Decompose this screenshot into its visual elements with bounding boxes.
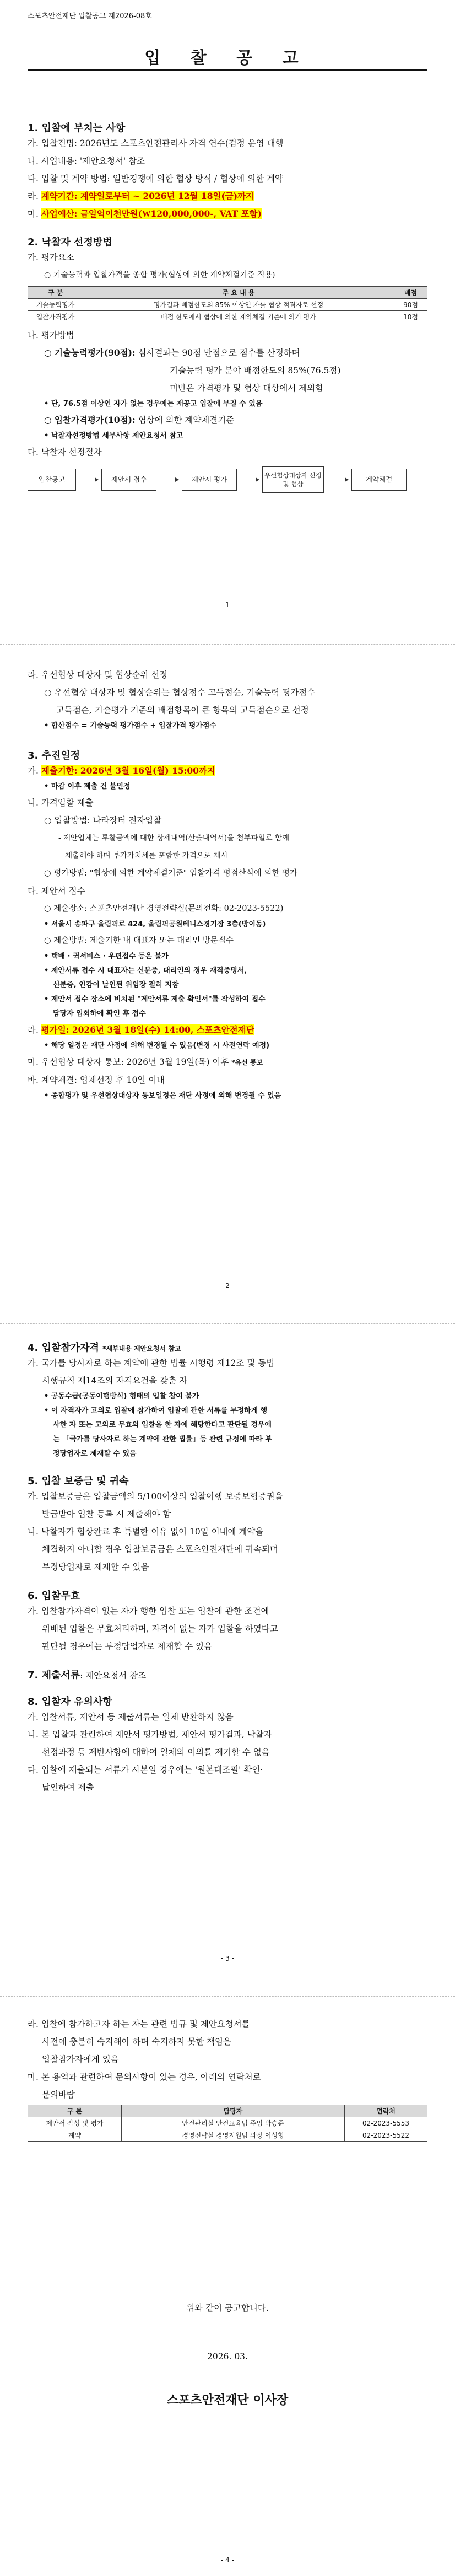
section-5-heading: 5. 입찰 보증금 및 귀속 [28,1475,129,1487]
section-7-heading [28,1667,427,1682]
disqualification-note-1: • 이 자격자가 고의로 입찰에 참가하여 입찰에 관한 서류를 부정하게 행 [44,1407,268,1415]
s5-item-ga-1: 가. 입찰보증금은 입찰금액의 5/100이상의 입찰이행 보증보험증권을 [28,1491,283,1501]
contact-th-person: 담당자 [122,2105,345,2117]
tech-eval-desc-2: 기술능력 평가 분야 배점한도의 85%(76.5점) [170,366,341,375]
eval-th-category: 구 분 [28,287,83,299]
tech-eval-label: ○ 기술능력평가(90점): [44,347,136,358]
s8-item-ra-3: 입찰참가자에게 있음 [42,2054,119,2064]
page-divider [0,1323,455,1324]
s3-item-ra [28,1021,427,1039]
flow-step-1: 입찰공고 [28,469,76,491]
s5-item-na-1: 나. 낙찰자가 협상완료 후 특별한 이유 없이 10일 이내에 계약을 [28,1527,264,1537]
eval-cell: 기술능력평가 [28,299,83,311]
eval-th-content: 주 요 내 용 [83,287,394,299]
table-row [28,299,427,311]
contact-cell: 02-2023-5553 [345,2117,427,2129]
s7-heading-detail: : 제안요청서 참조 [80,1671,147,1681]
eval-cell: 90점 [394,299,427,311]
tech-eval-desc-3: 미만은 가격평가 및 협상 대상에서 제외함 [170,383,324,393]
contact-table [28,2105,427,2142]
section-6-heading: 6. 입찰무효 [28,1590,80,1602]
s6-item-ga-3: 판단될 경우에는 부정당업자로 제재할 수 있음 [42,1641,213,1651]
closing-date: 2026. 03. [207,2352,248,2362]
tech-eval-desc-1: 심사결과는 90점 만점으로 점수를 산정하며 [138,348,300,358]
price-eval-line [28,411,427,429]
s1-item-ga: 가. 입찰건명: 2026년도 스포츠안전관리사 자격 연수(검정 운영 대행 [28,138,284,148]
s6-item-ga-2: 위배된 입찰은 무효처리하며, 자격이 없는 자가 입찰을 하였다고 [42,1624,278,1634]
page-1 [28,10,427,20]
s6-item-ga-1: 가. 입찰참가자격이 없는 자가 행한 입찰 또는 입찰에 관한 조건에 [28,1606,269,1616]
s5-item-ga-2: 발급받아 입찰 등록 시 제출해야 함 [42,1509,171,1519]
s4-item-ga-1: 가. 국가를 당사자로 하는 계약에 관한 법률 시행령 제12조 및 동법 [28,1358,275,1368]
table-row [28,311,427,323]
submission-note-3: 신분증, 인감이 날인된 위임장 필히 지참 [53,981,179,989]
s8-item-ma-2: 문의바람 [42,2090,75,2100]
table-row [28,2129,427,2142]
s1-item-ra [28,187,427,205]
evaluation-date: 평가일: 2026년 3월 18일(수) 14:00, 스포츠안전재단 [41,1024,254,1035]
s8-item-ga: 가. 입찰서류, 제안서 등 제출서류는 일체 반환하지 않음 [28,1712,234,1722]
address-note: • 서울시 송파구 올림픽로 424, 올림픽공원테니스경기장 3층(방이동) [44,920,266,929]
s3-item-ga [28,762,427,780]
section-2 [28,234,427,497]
eval-cell: 입찰가격평가 [28,311,83,323]
s7-heading-text: 7. 제출서류 [28,1670,80,1681]
disqualification-note-2: 사한 자 또는 고의로 무효의 입찰을 한 자에 해당한다고 판단될 경우에 [53,1421,272,1429]
page-title: 입 찰 공 고 [144,49,311,68]
s3-item-ma [28,1053,427,1071]
s1-item-na: 나. 사업내용: '제안요청서' 참조 [28,156,145,166]
deadline-note: • 마감 이후 제출 건 불인정 [44,782,131,791]
eval-th-score: 배점 [394,287,427,299]
disqualification-note-3: 는 「국가를 당사자로 하는 계약에 관한 법률」등 관련 규정에 따라 부 [53,1435,272,1443]
notification-date: 마. 우선협상 대상자 통보: 2026년 3월 19일(목) 이후 [28,1057,232,1067]
eval-cell: 평가결과 배점한도의 85% 이상인 자를 협상 적격자로 선정 [83,299,394,311]
closing-date-block [28,2348,427,2365]
section-3-heading: 3. 추진일정 [28,750,80,761]
price-eval-label: ○ 입찰가격평가(10점): [44,415,136,425]
submission-note-5: 담당자 입회하에 확인 후 접수 [53,1010,146,1018]
contract-note: • 종합평가 및 우선협상대상자 통보일정은 재단 사정에 의해 변경될 수 있음 [44,1092,281,1100]
submission-note-4: • 제안서 접수 장소에 비치된 "제안서류 제출 확인서"를 작성하여 접수 [44,995,266,1003]
eval-cell: 10점 [394,311,427,323]
s2-item-da: 다. 낙찰자 선정절차 [28,447,102,457]
signature: 스포츠안전재단 이사장 [166,2393,289,2407]
evaluation-table [28,286,427,323]
s8-item-na-2: 선정과정 등 제반사항에 대하여 일체의 이의를 제기할 수 없음 [42,1747,270,1757]
page-4 [28,2015,427,2142]
s3-ra-prefix: 라. [28,1025,41,1035]
s5-item-na-2: 체결하지 아니할 경우 입찰보증금은 스포츠안전재단에 귀속되며 [42,1544,278,1554]
contact-cell: 안전관리실 안전교육팀 주임 박승준 [122,2117,345,2129]
title-underline [28,69,427,71]
page-divider [0,644,455,645]
s1-ra-prefix: 라. [28,191,41,201]
s2-ga-detail: ○ 기술능력과 입찰가격을 종합 평가(협상에 의한 계약체결기준 적용) [44,271,275,280]
bid-method-detail-2: 제출해야 하며 부가가치세를 포함한 가격으로 제시 [65,851,228,860]
page-number-2: - 2 - [221,1282,234,1290]
flow-step-5: 계약체결 [351,469,407,491]
s4-item-ga-2: 시행규칙 제14조의 자격요건을 갖춘 자 [42,1376,188,1386]
closing [28,2299,427,2317]
contact-cell: 계약 [28,2129,122,2142]
submission-location: ○ 제출장소: 스포츠안전재단 경영전략실(문의전화: 02-2023-5522) [44,904,284,913]
section-2-heading: 2. 낙찰자 선정방법 [28,237,112,248]
s1-item-da: 다. 입찰 및 계약 방법: 일반경쟁에 의한 협상 방식 / 협상에 의한 계약 [28,174,283,184]
s4-heading-text: 4. 입찰참가자격 [28,1342,99,1354]
tech-eval-note: • 단, 76.5점 이상인 자가 없는 경우에는 재공고 입찰에 부칠 수 있음 [44,400,263,408]
s8-item-da-1: 다. 입찰에 제출되는 서류가 사본일 경우에는 '원본대조필' 확인· [28,1765,263,1775]
project-budget: 사업예산: 금일억이천만원(₩120,000,000-, VAT 포함) [41,208,262,219]
page-divider [0,1996,455,1997]
s2-item-ga: 가. 평가요소 [28,253,74,262]
contact-cell: 경영전략실 경영지원팀 과장 이성형 [122,2129,345,2142]
flow-step-2: 제안서 접수 [101,469,156,491]
bid-method: ○ 입찰방법: 나라장터 전자입찰 [44,815,162,825]
page-2 [28,666,427,1103]
s8-item-na-1: 나. 본 입찰과 관련하여 제안서 평가방법, 제안서 평가결과, 낙찰자 [28,1730,272,1740]
s8-item-ra-2: 사전에 충분히 숙지해야 하며 숙지하지 못한 책임은 [42,2037,231,2047]
submission-note-1: • 택배 · 퀵서비스 · 우편접수 등은 불가 [44,952,169,960]
submission-note-2: • 제안서류 접수 시 대표자는 신분증, 대리인의 경우 재직증명서, [44,967,247,975]
signature-block [28,2391,427,2408]
flow-step-4: 우선협상대상자 선정 및 협상 [262,466,324,493]
flow-step-3: 제안서 평가 [182,469,237,491]
s8-item-da-2: 날인하여 제출 [42,1783,94,1793]
contract-period: 계약기간: 계약일로부터 ~ 2026년 12월 18일(금)까지 [41,191,254,201]
evaluation-date-note: • 해당 일정은 재단 사정에 의해 변경될 수 있음(변경 시 사전연락 예정) [44,1042,270,1050]
s1-item-ma [28,205,427,223]
closing-text: 위와 같이 공고합니다. [186,2303,269,2313]
page-number-1: - 1 - [221,601,234,609]
table-row [28,2117,427,2129]
contact-th-phone: 연락처 [345,2105,427,2117]
section-1 [28,120,427,223]
price-eval-method: ○ 평가방법: "협상에 의한 계약체결기준" 입찰가격 평점산식에 의한 평가 [44,869,297,878]
contact-cell: 02-2023-5522 [345,2129,427,2142]
joint-bid-note: • 공동수급(공동이행방식) 형태의 입찰 참여 불가 [44,1392,199,1400]
notice-header: 스포츠안전재단 입찰공고 제2026-08호 [28,12,152,20]
title-block [28,44,427,72]
s2-item-na: 나. 평가방법 [28,330,74,340]
s3-item-da: 다. 제안서 접수 [28,886,85,896]
ranking-desc-2: 고득점순, 기술평가 기준의 배점항목이 큰 항목의 고득점순으로 선정 [56,705,309,715]
price-eval-desc: 협상에 의한 계약체결기준 [138,415,235,425]
price-eval-note: • 낙찰자선정방법 세부사항 제안요청서 참고 [44,432,183,440]
ranking-desc-1: ○ 우선협상 대상자 및 협상순위는 협상점수 고득점순, 기술능력 평가점수 [44,688,316,697]
s3-item-na: 나. 가격입찰 제출 [28,798,94,808]
s3-ga-prefix: 가. [28,766,41,776]
page-3 [28,1340,427,1796]
page-number-4: - 4 - [221,2556,234,2564]
s4-heading-note: *세부내용 제안요청서 참고 [102,1345,181,1353]
contact-cell: 제안서 작성 및 평가 [28,2117,122,2129]
eval-cell: 배점 한도에서 협상에 의한 계약체결 기준에 의거 평가 [83,311,394,323]
disqualification-note-4: 정당업자로 제재할 수 있음 [53,1450,137,1458]
section-8-heading: 8. 입찰자 유의사항 [28,1696,112,1708]
s3-item-ba: 바. 계약체결: 업체선정 후 10일 이내 [28,1075,165,1085]
s2-item-ra: 라. 우선협상 대상자 및 협상순위 선정 [28,670,168,680]
s1-ma-prefix: 마. [28,209,41,219]
submission-method: ○ 제출방법: 제출기한 내 대표자 또는 대리인 방문접수 [44,936,234,945]
s8-item-ma-1: 마. 본 용역과 관련하여 문의사항이 있는 경우, 아래의 연락처로 [28,2072,261,2082]
ranking-note: • 합산점수 = 기술능력 평가점수 + 입찰가격 평가점수 [44,722,216,730]
page-number-3: - 3 - [221,1955,234,1962]
bid-method-detail-1: - 제안업체는 투찰금액에 대한 상세내역(산출내역서)을 첨부파일로 함께 [58,834,290,842]
s5-item-na-3: 부정당업자로 제재할 수 있음 [42,1562,149,1572]
tech-eval-line [28,344,427,362]
section-4-heading [28,1340,427,1354]
s8-item-ra-1: 라. 입찰에 참가하고자 하는 자는 관련 법규 및 제안요청서를 [28,2019,250,2029]
notification-note: *유선 통보 [231,1059,263,1066]
contact-th-category: 구 분 [28,2105,122,2117]
selection-flowchart [28,464,427,497]
submission-deadline: 제출기한: 2026년 3월 16일(월) 15:00까지 [41,765,215,776]
section-1-heading: 1. 입찰에 부치는 사항 [28,122,126,134]
